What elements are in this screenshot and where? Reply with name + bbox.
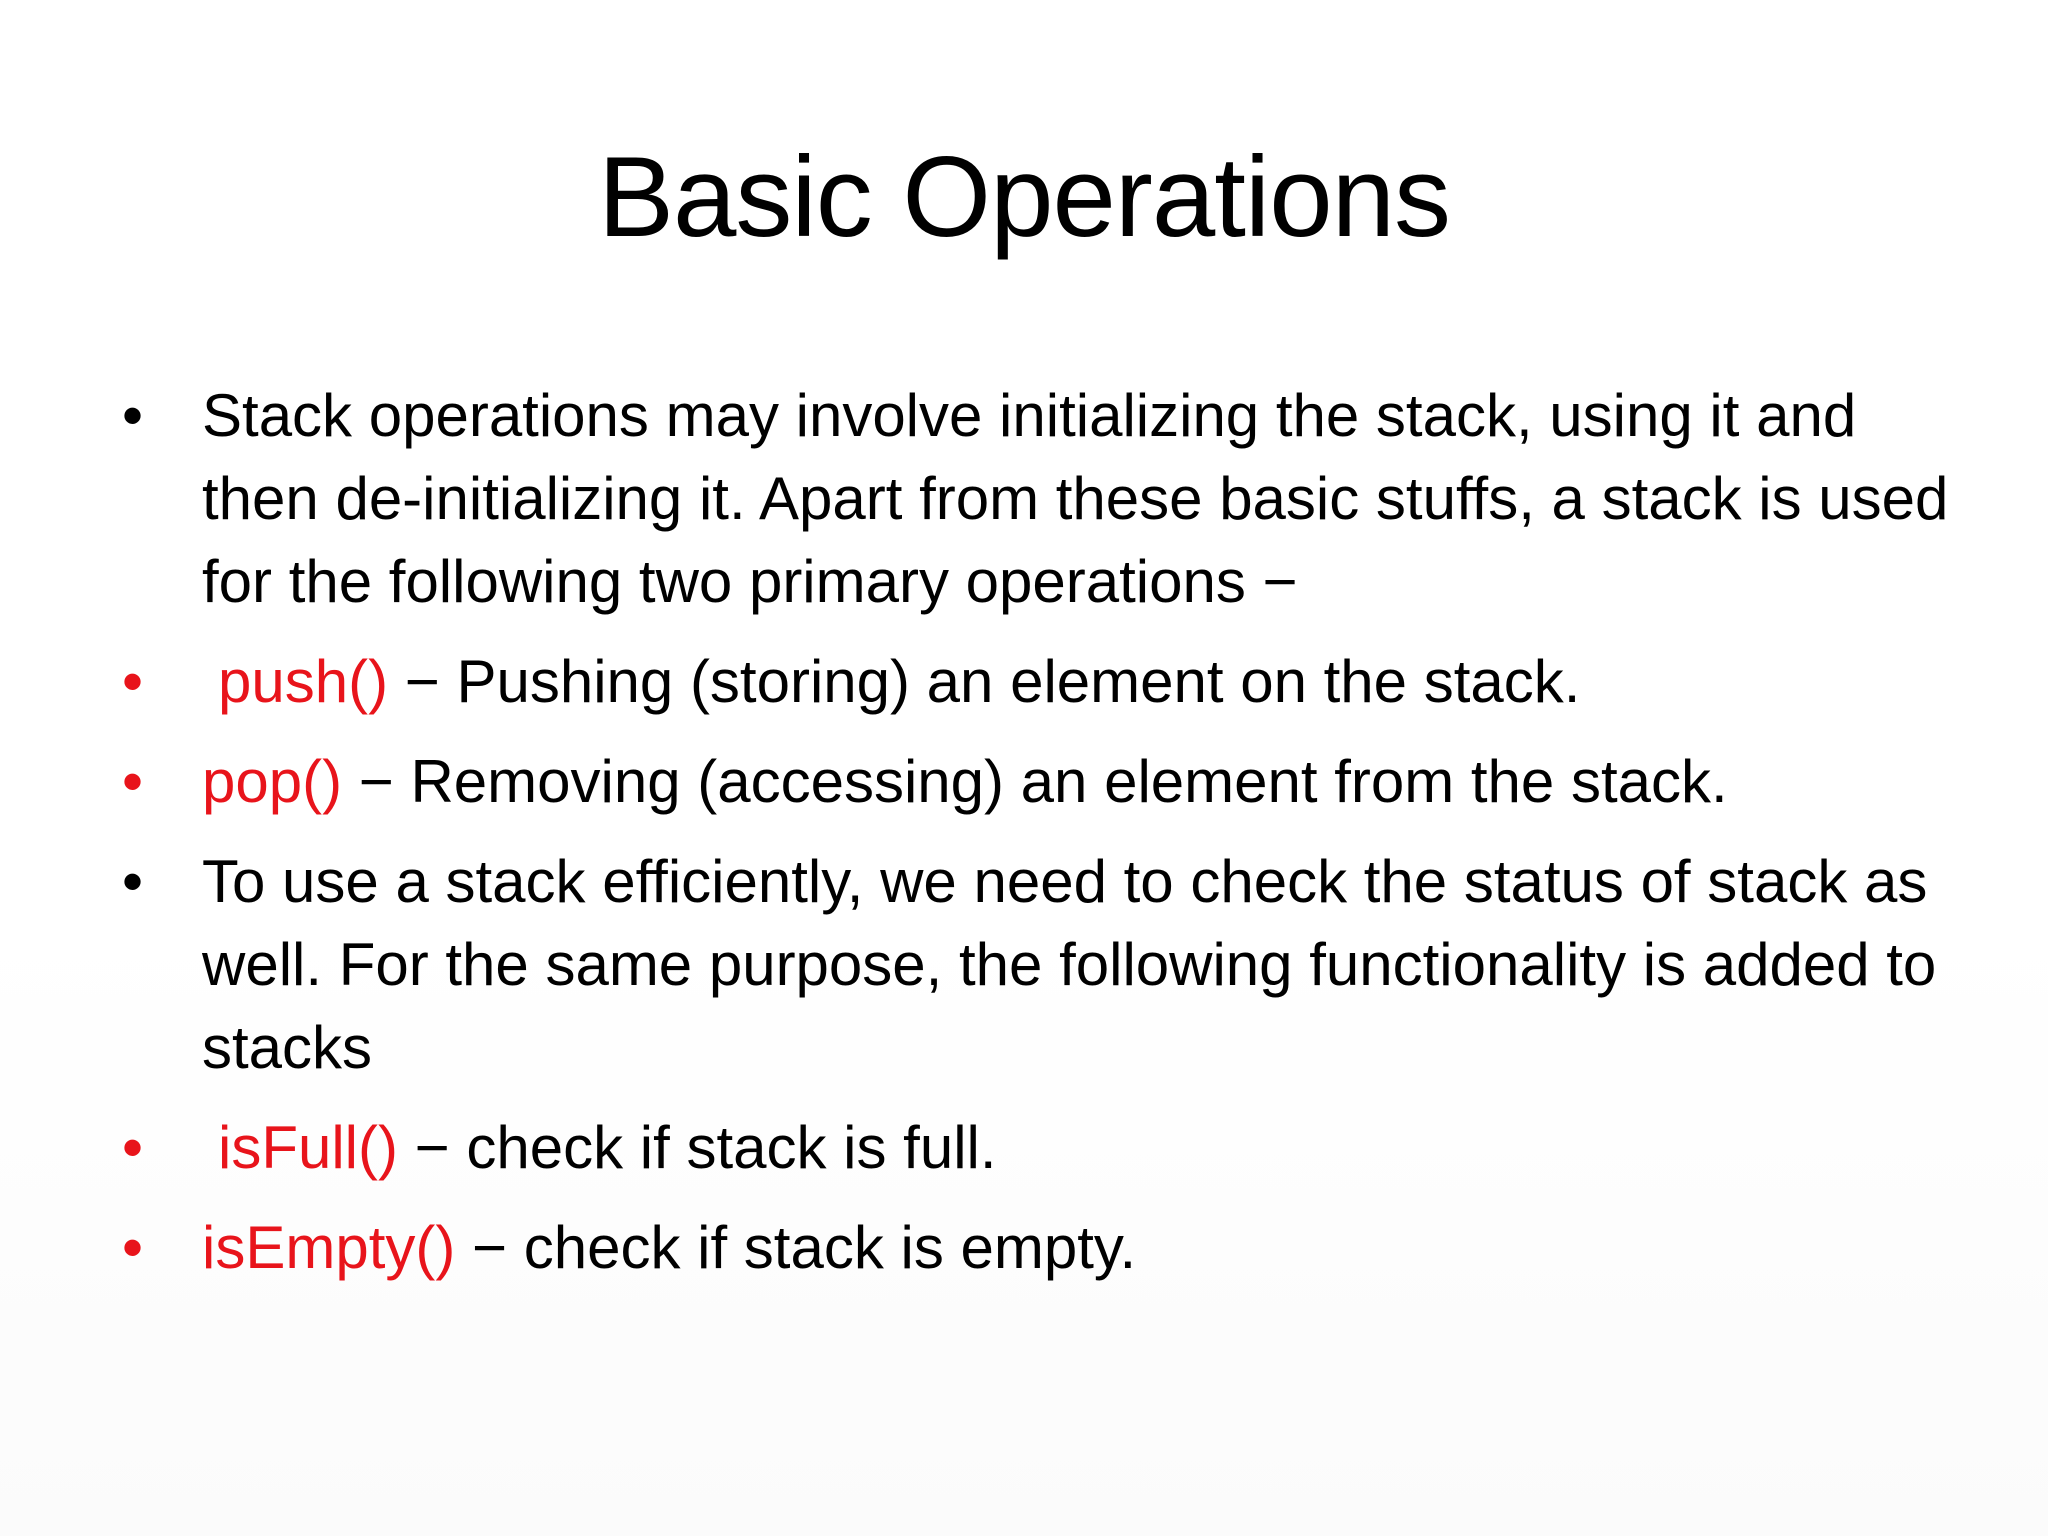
function-name-isempty: isEmpty() bbox=[202, 1214, 456, 1281]
bullet-marker: • bbox=[122, 648, 144, 715]
function-name-isfull: isFull() bbox=[218, 1114, 398, 1181]
function-description-push: − Pushing (storing) an element on the stack. bbox=[388, 648, 1581, 715]
function-name-pop: pop() bbox=[202, 748, 343, 815]
function-name-push: push() bbox=[218, 648, 389, 715]
bullet-item-status-check bbox=[0, 840, 2048, 1089]
bullet-item-push bbox=[0, 640, 2048, 723]
bullet-marker: • bbox=[122, 848, 144, 915]
function-description-isfull: − check if stack is full. bbox=[397, 1114, 997, 1181]
bullet-marker: • bbox=[122, 382, 144, 449]
bullet-item-isfull bbox=[0, 1106, 2048, 1189]
function-description-pop: − Removing (accessing) an element from the stack. bbox=[342, 748, 1728, 815]
bullet-text: Stack operations may involve initializing the stack, using it and then de-initializing it. Apart from these basic stuffs, a stack is used for the following two primary operations − bbox=[202, 382, 1949, 615]
bullet-item-pop bbox=[0, 740, 2048, 823]
function-description-isempty: − check if stack is empty. bbox=[455, 1214, 1137, 1281]
bullet-marker: • bbox=[122, 748, 144, 815]
bullet-marker: • bbox=[122, 1214, 144, 1281]
slide-title: Basic Operations bbox=[597, 134, 1451, 261]
bullet-marker: • bbox=[122, 1114, 144, 1181]
bullet-text: To use a stack efficiently, we need to check the status of stack as well. For the same purpose, the following functionality is added to stacks bbox=[202, 848, 1937, 1081]
bullet-list bbox=[0, 374, 2048, 1306]
bullet-item-stack-operations bbox=[0, 374, 2048, 623]
bullet-item-isempty bbox=[0, 1206, 2048, 1289]
